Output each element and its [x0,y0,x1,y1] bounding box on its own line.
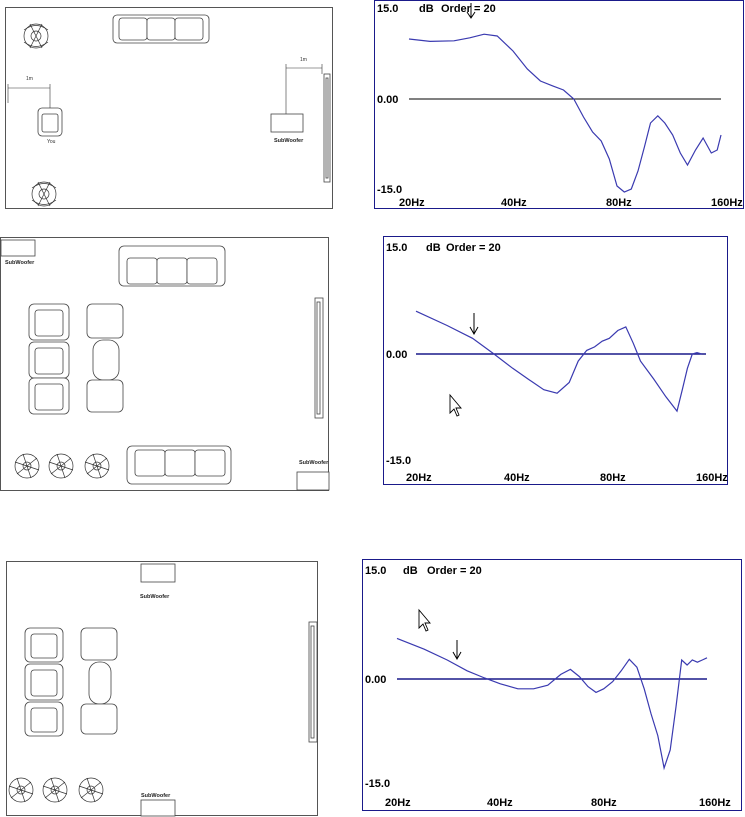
subwoofer-label: SubWoofer [299,460,329,466]
x-tick-label: 20Hz [385,797,411,809]
plant-icon [85,454,109,478]
response-curve [397,638,707,768]
plant-icon [9,778,33,802]
room-layout-1 [5,7,333,209]
screen [317,302,320,414]
y-zero-label: 0.00 [377,94,399,106]
sofa [113,15,209,43]
x-tick-label: 160Hz [711,197,743,209]
y-zero-label: 0.00 [365,674,387,686]
subwoofer-label: SubWoofer [5,260,35,266]
subwoofer [297,472,329,490]
dimension-label: 1m [26,76,33,82]
x-tick-label: 20Hz [406,472,432,484]
order-label: Order = 20 [441,3,496,15]
subwoofer-label: SubWoofer [141,793,171,799]
subwoofer [141,564,175,582]
plant-icon [32,182,56,206]
arrow-marker [470,313,478,334]
listener-chair [38,108,62,136]
listener-label: You [47,139,56,145]
unit-label: dB [419,3,434,15]
plant-icon [43,778,67,802]
x-tick-label: 40Hz [504,472,530,484]
y-bottom-label: -15.0 [377,184,403,196]
x-tick-label: 40Hz [501,197,527,209]
subwoofer-label: SubWoofer [140,594,170,600]
cursor-icon [419,610,430,631]
room-layout-1-drawing [6,8,334,210]
screen [311,626,314,738]
dimension-label: 1m [300,57,307,63]
unit-label: dB [426,242,441,254]
x-tick-label: 80Hz [600,472,626,484]
room-layout-3-drawing [7,562,319,817]
x-tick-label: 80Hz [591,797,617,809]
cursor-icon [450,395,461,416]
subwoofer-label: SubWoofer [274,138,304,144]
y-top-label: 15.0 [365,565,387,577]
graph-2-plot [384,237,729,486]
screen [326,78,328,178]
room-layout-2-drawing [1,238,330,492]
order-label: Order = 20 [446,242,501,254]
sofa [119,246,225,286]
graph-3-plot [363,560,743,812]
y-top-label: 15.0 [377,3,399,15]
frequency-graph-1 [374,0,744,209]
armchair-column [25,628,63,736]
frequency-graph-2 [383,236,728,485]
subwoofer [1,240,35,256]
plant-icon [79,778,103,802]
armchair-column [29,304,69,414]
plant-icon [24,24,48,48]
armchair-column [87,304,123,412]
unit-label: dB [403,565,418,577]
frequency-graph-3 [362,559,742,811]
arrow-marker [453,640,461,659]
order-label: Order = 20 [427,565,482,577]
y-bottom-label: -15.0 [386,455,412,467]
room-layout-3 [6,561,318,816]
x-tick-label: 160Hz [699,797,731,809]
subwoofer [271,114,303,132]
plant-icon [49,454,73,478]
room-layout-2 [0,237,329,491]
sofa [127,446,231,484]
y-bottom-label: -15.0 [365,778,391,790]
subwoofer [141,800,175,816]
plant-icon [15,454,39,478]
x-tick-label: 160Hz [696,472,728,484]
dimension-marker [286,64,322,114]
dimension-marker [8,84,50,108]
armchair-column [81,628,117,734]
x-tick-label: 20Hz [399,197,425,209]
response-curve [409,34,721,192]
x-tick-label: 80Hz [606,197,632,209]
y-zero-label: 0.00 [386,349,408,361]
response-curve [416,311,702,411]
graph-1-plot [375,1,745,210]
y-top-label: 15.0 [386,242,408,254]
x-tick-label: 40Hz [487,797,513,809]
